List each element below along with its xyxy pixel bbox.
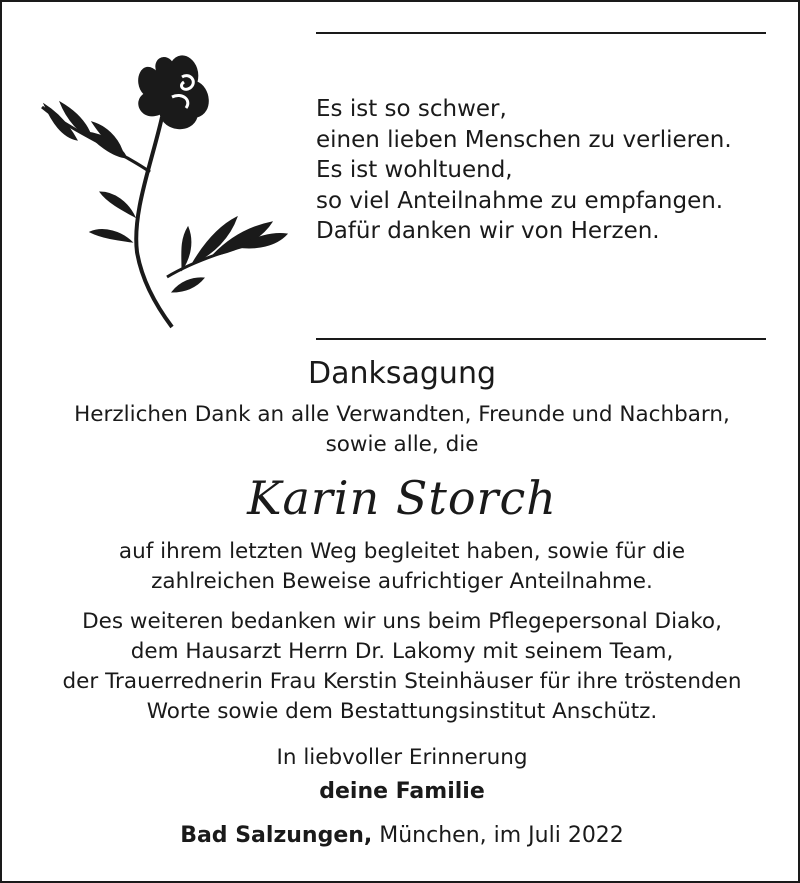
poem-line: einen lieben Menschen zu verlieren. [316, 126, 732, 153]
closing-phrase: In liebvoller Erinnerung [276, 745, 528, 770]
place-rest: München, im Juli 2022 [372, 823, 624, 848]
place-date [2, 821, 800, 851]
rose-icon [32, 42, 292, 332]
middle-divider [316, 338, 766, 340]
paragraph-line: dem Hausarzt Herrn Dr. Lakomy mit seinem Team, [130, 639, 674, 664]
paragraph-line: zahlreichen Beweise aufrichtiger Anteilnahme. [151, 569, 653, 594]
paragraph-line: auf ihrem letzten Weg begleitet haben, sowie für die [118, 539, 686, 564]
poem-line: Es ist wohltuend, [316, 157, 513, 183]
family-signature: deine Familie [319, 779, 485, 804]
page-title: Danksagung [308, 356, 496, 391]
poem-line: Dafür danken wir von Herzen. [316, 218, 660, 244]
poem-line: Es ist so schwer, [316, 96, 507, 122]
place-bold: Bad Salzungen, [180, 823, 373, 848]
intro-line: Herzlichen Dank an alle Verwandten, Freunde und Nachbarn, [74, 402, 730, 427]
paragraph-line: der Trauerrednerin Frau Kerstin Steinhäuser für ihre tröstenden [62, 669, 742, 694]
intro-line: sowie alle, die [325, 432, 479, 457]
thanks-paragraph-2 [2, 607, 800, 727]
paragraph-line: Worte sowie dem Bestattungsinstitut Anschütz. [146, 699, 658, 724]
deceased-name: Karin Storch [247, 471, 557, 525]
paragraph-line: Des weiteren bedanken wir uns beim Pflegepersonal Diako, [82, 609, 722, 634]
poem [316, 94, 786, 247]
top-divider [316, 32, 766, 34]
intro-text [2, 400, 800, 460]
thanks-paragraph-1 [2, 537, 800, 597]
poem-line: so viel Anteilnahme zu empfangen. [316, 187, 724, 214]
